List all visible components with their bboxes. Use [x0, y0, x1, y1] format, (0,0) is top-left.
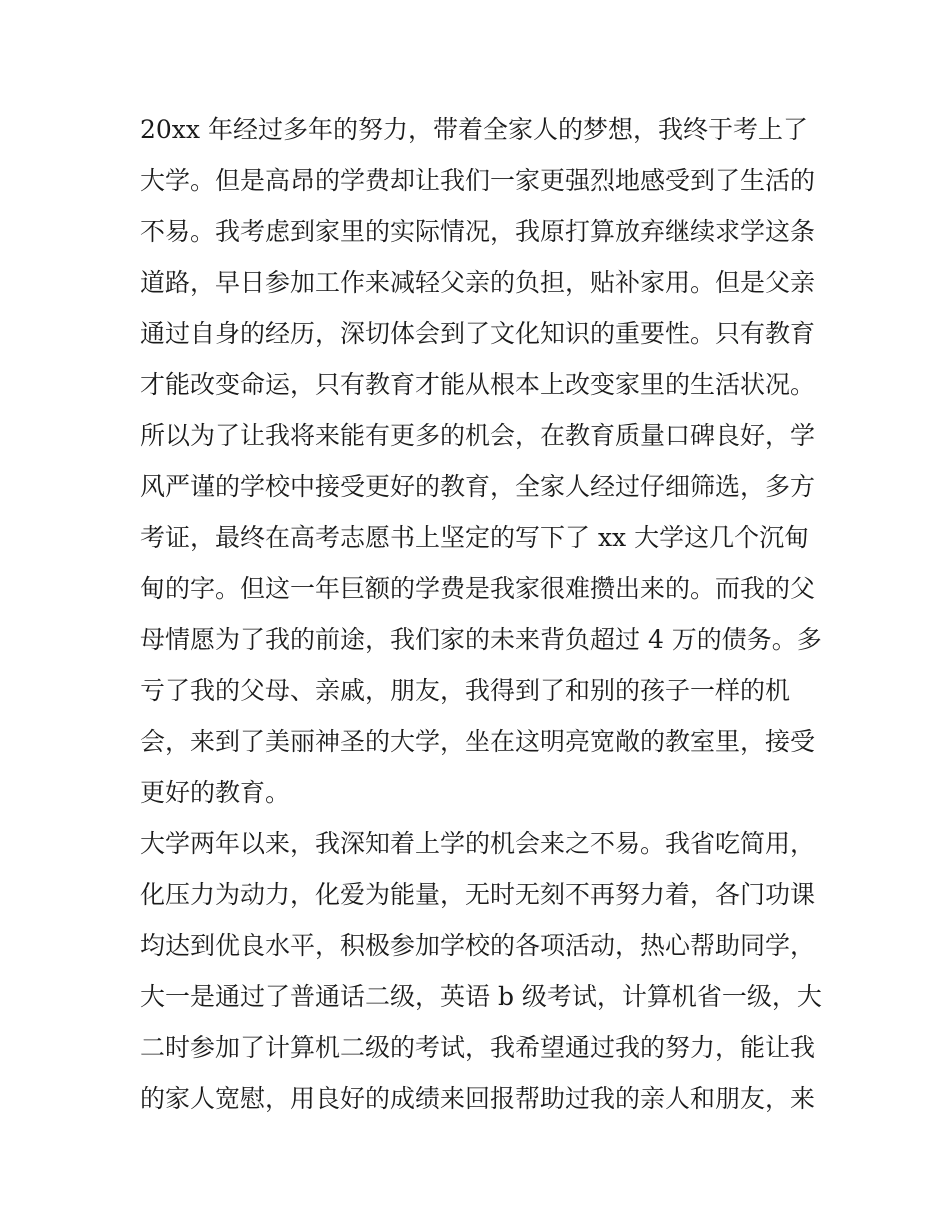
document-body-text — [140, 104, 820, 1124]
text-line-18: 大一是通过了普通话二级，英语 b 级考试，计算机省一级，大 — [140, 982, 822, 1011]
text-line-14: 更好的教育。 — [140, 778, 291, 807]
text-line-13: 会，来到了美丽神圣的大学，坐在这明亮宽敞的教室里，接受 — [140, 727, 816, 756]
text-line-1: 20xx 年经过多年的努力，带着全家人的梦想，我终于考上了 — [140, 115, 808, 144]
text-line-12: 亏了我的父母、亲戚，朋友，我得到了和别的孩子一样的机 — [140, 676, 791, 705]
text-line-7: 所以为了让我将来能有更多的机会，在教育质量口碑良好，学 — [140, 421, 816, 450]
text-line-5: 通过自身的经历，深切体会到了文化知识的重要性。只有教育 — [140, 319, 816, 348]
text-line-20: 的家人宽慰，用良好的成绩来回报帮助过我的亲人和朋友，来 — [140, 1084, 816, 1113]
text-line-6: 才能改变命运，只有教育才能从根本上改变家里的生活状况。 — [140, 370, 816, 399]
text-line-3: 不易。我考虑到家里的实际情况，我原打算放弃继续求学这条 — [140, 217, 816, 246]
text-line-19: 二时参加了计算机二级的考试，我希望通过我的努力，能让我 — [140, 1033, 816, 1062]
text-line-8: 风严谨的学校中接受更好的教育，全家人经过仔细筛选，多方 — [140, 472, 816, 501]
text-line-10: 甸的字。但这一年巨额的学费是我家很难攒出来的。而我的父 — [140, 574, 816, 603]
text-line-4: 道路，早日参加工作来减轻父亲的负担，贴补家用。但是父亲 — [140, 268, 816, 297]
text-line-15: 大学两年以来，我深知着上学的机会来之不易。我省吃简用， — [140, 829, 816, 858]
text-line-2: 大学。但是高昂的学费却让我们一家更强烈地感受到了生活的 — [140, 166, 816, 195]
text-line-16: 化压力为动力，化爱为能量，无时无刻不再努力着，各门功课 — [140, 880, 816, 909]
text-line-9: 考证，最终在高考志愿书上坚定的写下了 xx 大学这几个沉甸 — [140, 523, 810, 552]
text-line-17: 均达到优良水平，积极参加学校的各项活动，热心帮助同学， — [140, 931, 816, 960]
text-line-11: 母情愿为了我的前途，我们家的未来背负超过 4 万的债务。多 — [140, 625, 822, 654]
